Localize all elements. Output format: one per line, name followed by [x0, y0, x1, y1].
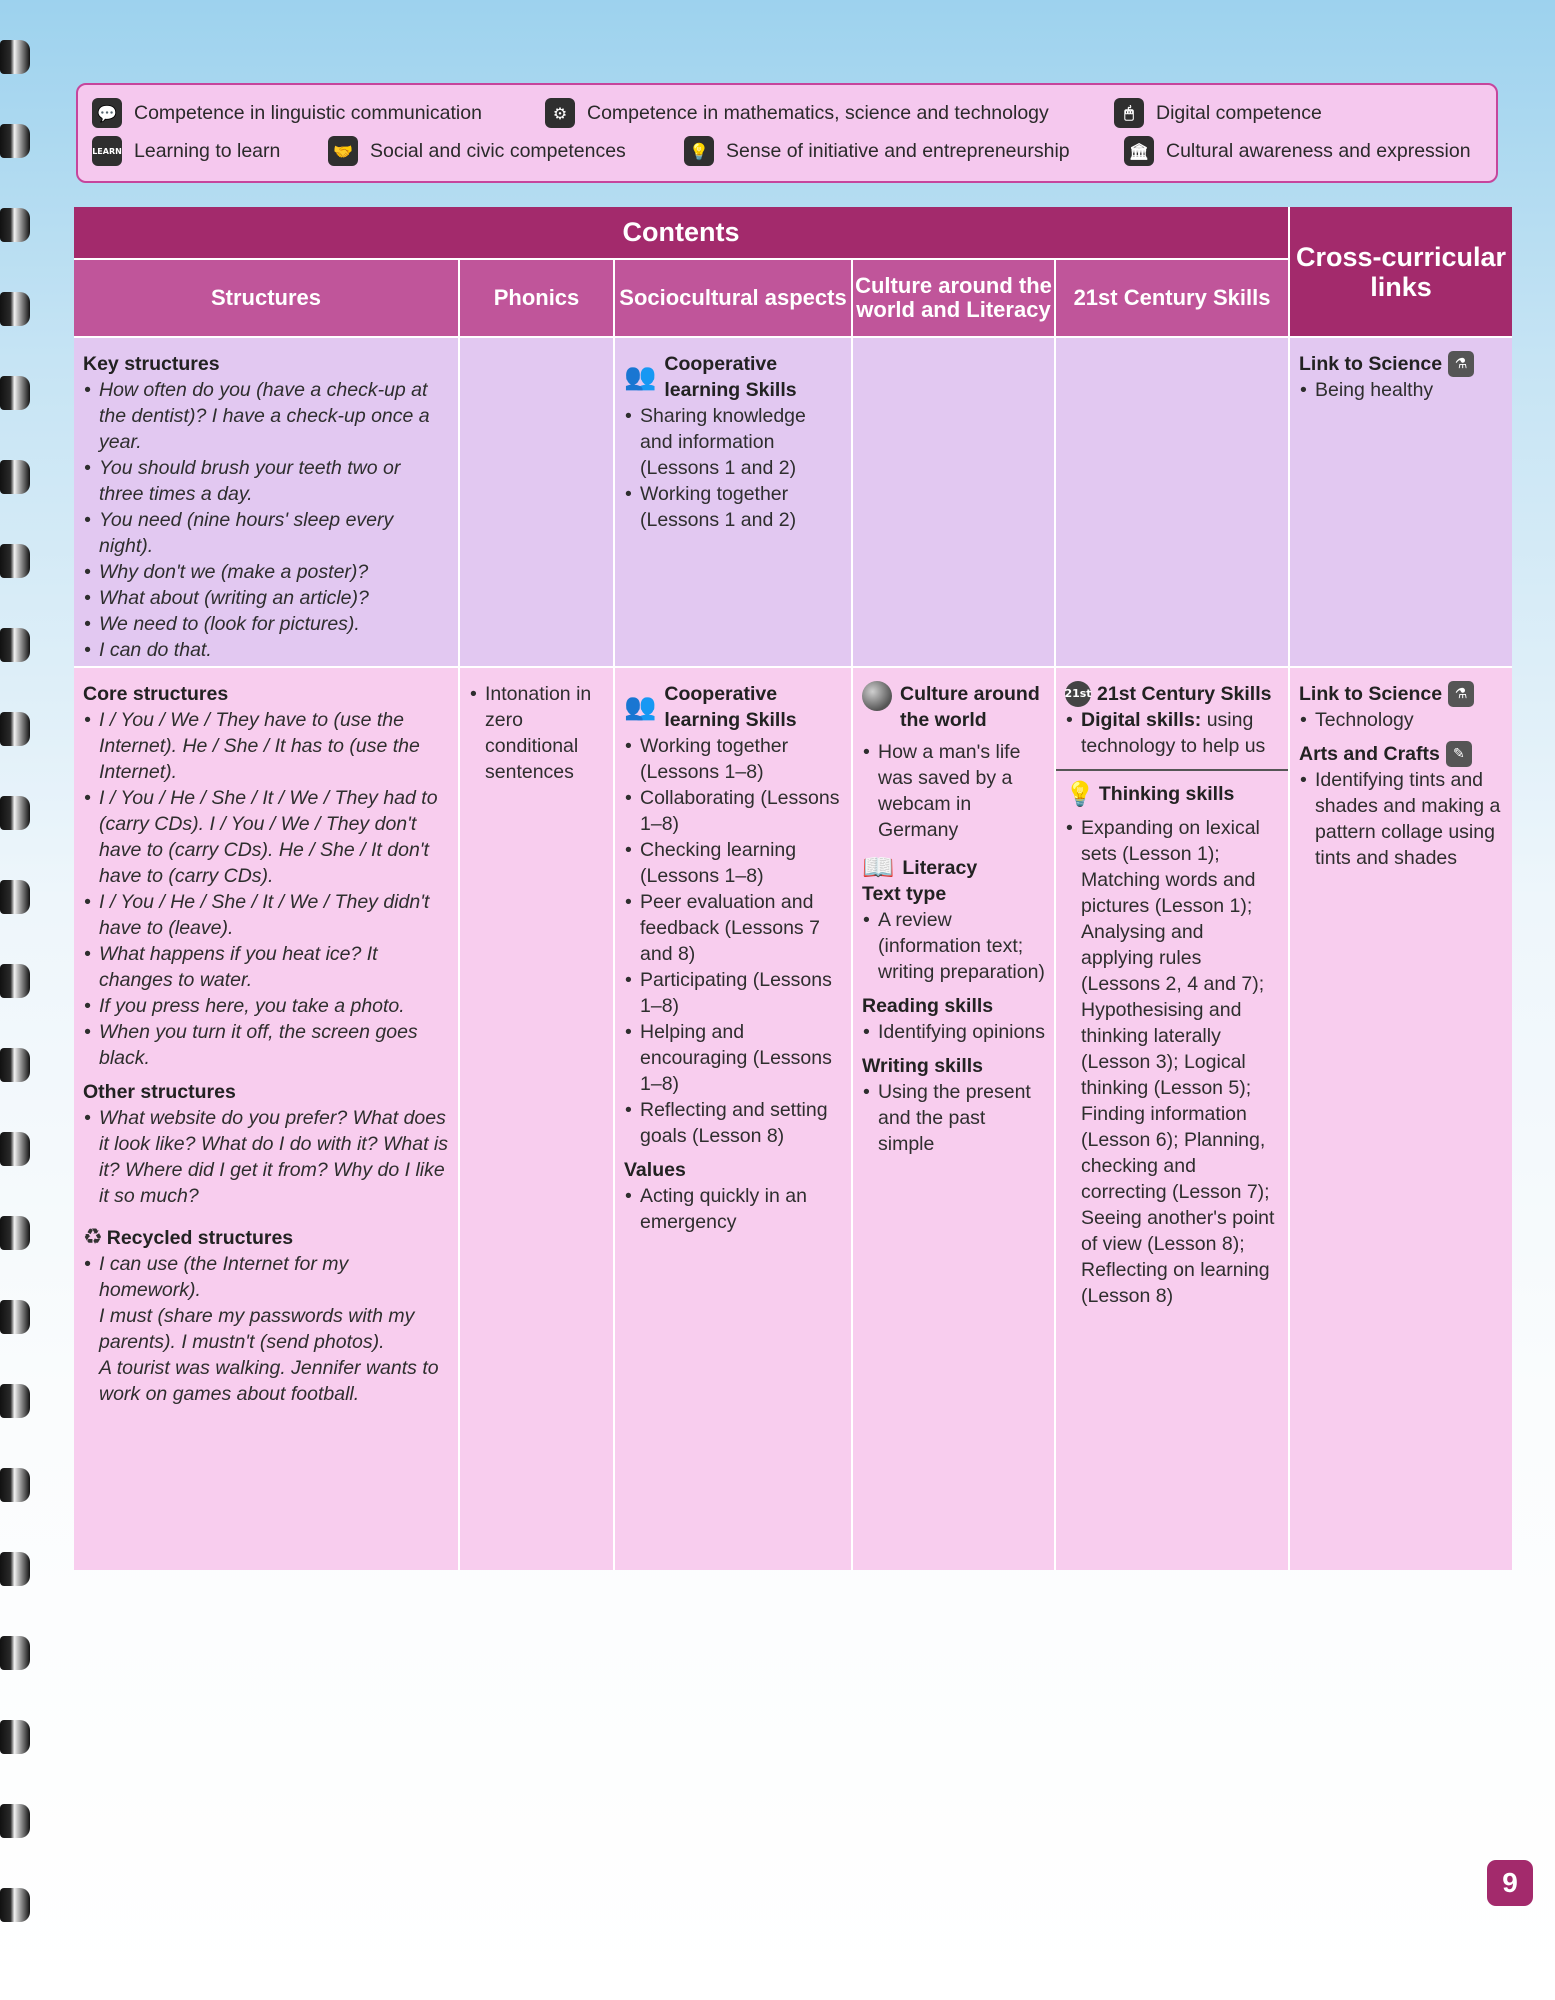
recycled-line: I must (share my passwords with my parents). I mustn't (send photos).	[99, 1305, 415, 1353]
list-item: • We need to (look for pictures).	[83, 611, 449, 637]
reading-skills-heading: Reading skills	[862, 995, 994, 1017]
lightbulb-icon: 💡	[684, 136, 714, 166]
row1-sociocultural-cell	[615, 338, 851, 666]
row1-culture-cell	[853, 338, 1054, 666]
row1-cross-cell	[1290, 338, 1512, 666]
column-header-culture: Culture around the world and Literacy	[853, 260, 1054, 336]
spiral-ring	[0, 124, 30, 158]
museum-icon: 🏛	[1124, 136, 1154, 166]
column-header-21st-century: 21st Century Skills	[1056, 260, 1288, 336]
spiral-ring	[0, 544, 30, 578]
link-to-science-heading: Link to Science ⚗	[1299, 351, 1503, 377]
spiral-ring	[0, 712, 30, 746]
spiral-ring	[0, 1048, 30, 1082]
spiral-ring	[0, 208, 30, 242]
mouse-icon: 🖱	[1114, 98, 1144, 128]
list-item: • Using the present and the past simple	[862, 1079, 1045, 1157]
book-icon: 📖	[862, 853, 895, 883]
list-item: • Collaborating (Lessons 1–8)	[624, 785, 842, 837]
legend-item: 💬 Competence in linguistic communication	[92, 98, 482, 128]
page-number: 9	[1487, 1860, 1533, 1906]
list-item: • I / You / We / They have to (use the Internet). He / She / It has to (use the Internet).	[83, 707, 449, 785]
speech-bubble-icon: 💬	[92, 98, 122, 128]
spiral-binding	[0, 40, 34, 1960]
spiral-ring	[0, 376, 30, 410]
people-icon: 👥	[624, 362, 657, 392]
list-item: • How often do you (have a check-up at the dentist)? I have a check-up once a year.	[83, 377, 449, 455]
list-item: • Peer evaluation and feedback (Lessons 7 and 8)	[624, 889, 842, 967]
21st-century-icon: 21st	[1065, 681, 1091, 707]
row2-culture-cell	[853, 668, 1054, 1570]
thinking-skills-heading: 💡 Thinking skills	[1065, 780, 1235, 808]
core-structures-heading: Core structures	[83, 683, 229, 705]
people-icon: 👥	[624, 692, 657, 722]
legend-item: 🤝 Social and civic competences	[328, 136, 626, 166]
spiral-ring	[0, 1636, 30, 1670]
flask-icon: ⚗	[1448, 681, 1474, 707]
spiral-ring	[0, 1720, 30, 1754]
spiral-ring	[0, 796, 30, 830]
list-item: • I can do that.	[83, 637, 449, 663]
spiral-ring	[0, 964, 30, 998]
spiral-ring	[0, 40, 30, 74]
arts-and-crafts-heading: Arts and Crafts ✎	[1299, 741, 1503, 767]
spiral-ring	[0, 1888, 30, 1922]
list-item: • I / You / He / She / It / We / They didn't have to (leave).	[83, 889, 449, 941]
row2-phonics-cell	[460, 668, 613, 1570]
spiral-ring	[0, 460, 30, 494]
column-header-structures: Structures	[74, 260, 458, 336]
spiral-ring	[0, 1300, 30, 1334]
paintbrush-icon: ✎	[1446, 741, 1472, 767]
list-item: • You should brush your teeth two or three times a day.	[83, 455, 449, 507]
literacy-heading: 📖 Literacy	[862, 853, 978, 883]
list-item: • If you press here, you take a photo.	[83, 993, 449, 1019]
legend-item: LEARN Learning to learn	[92, 136, 280, 166]
flask-icon: ⚗	[1448, 351, 1474, 377]
list-item: • Checking learning (Lessons 1–8)	[624, 837, 842, 889]
competences-legend	[76, 83, 1498, 183]
row1-structures-cell	[74, 338, 458, 666]
legend-item: 💡 Sense of initiative and entrepreneurship	[684, 136, 1070, 166]
spiral-ring	[0, 1468, 30, 1502]
cell-divider	[1056, 769, 1288, 771]
contents-table	[74, 207, 1512, 1570]
recycle-icon: ♻	[83, 1225, 103, 1250]
list-item: • Technology	[1299, 707, 1503, 733]
gears-icon: ⚙	[545, 98, 575, 128]
spiral-ring	[0, 1132, 30, 1166]
globe-icon	[862, 681, 892, 711]
text-type-heading: Text type	[862, 883, 947, 905]
row2-cross-cell	[1290, 668, 1512, 1570]
recycled-line: A tourist was walking. Jennifer wants to work on games about football.	[99, 1357, 439, 1405]
list-item: • When you turn it off, the screen goes black.	[83, 1019, 449, 1071]
list-item: • Expanding on lexical sets (Lesson 1); Matching words and pictures (Lesson 1); Analysing and applying rules (Lessons 2, 4 and 7); Hypothesising and thinking laterally (Lesson 3); Logical thinking (Lesson 5); Finding information (Lesson 6); Planning, checking and correcting (Lesson 7); Seeing another's point of view (Lesson 8); Reflecting on learning (Lesson 8)	[1065, 815, 1279, 1309]
legend-item: ⚙ Competence in mathematics, science and technology	[545, 98, 1049, 128]
cooperative-heading: 👥 Cooperative learning Skills	[624, 353, 797, 401]
list-item: • Sharing knowledge and information (Lessons 1 and 2)	[624, 403, 842, 481]
list-item: • Helping and encouraging (Lessons 1–8)	[624, 1019, 842, 1097]
values-heading: Values	[624, 1159, 686, 1181]
list-item: • How a man's life was saved by a webcam in Germany	[862, 739, 1045, 843]
spiral-ring	[0, 1552, 30, 1586]
column-header-sociocultural: Sociocultural aspects	[615, 260, 851, 336]
cross-curricular-header: Cross-curricular links	[1290, 207, 1512, 336]
list-item: • Being healthy	[1299, 377, 1503, 403]
link-to-science-heading: Link to Science ⚗	[1299, 681, 1503, 707]
21st-century-heading: 21st 21st Century Skills	[1064, 683, 1272, 705]
list-item: • I / You / He / She / It / We / They had to (carry CDs). I / You / We / They don't have to (carry CDs). He / She / It don't have to (carry CDs).	[83, 785, 449, 889]
writing-skills-heading: Writing skills	[862, 1055, 983, 1077]
list-item: • Working together (Lessons 1 and 2)	[624, 481, 842, 533]
lightbulb-icon: 💡	[1065, 780, 1095, 808]
row1-skills-cell	[1056, 338, 1288, 666]
legend-item: 🖱 Digital competence	[1114, 98, 1322, 128]
list-item: • Identifying opinions	[862, 1019, 1045, 1045]
list-item: • What about (writing an article)?	[83, 585, 449, 611]
spiral-ring	[0, 628, 30, 662]
list-item: • Reflecting and setting goals (Lesson 8)	[624, 1097, 842, 1149]
list-item: • Digital skills: using technology to help us	[1065, 707, 1279, 759]
contents-header: Contents	[74, 207, 1288, 258]
spiral-ring	[0, 1384, 30, 1418]
other-structures-heading: Other structures	[83, 1081, 236, 1103]
cooperative-heading: 👥 Cooperative learning Skills	[624, 683, 797, 731]
list-item: • What happens if you heat ice? It changes to water.	[83, 941, 449, 993]
list-item: • Working together (Lessons 1–8)	[624, 733, 842, 785]
spiral-ring	[0, 292, 30, 326]
list-item: • You need (nine hours' sleep every night).	[83, 507, 449, 559]
row2-structures-cell	[74, 668, 458, 1570]
handshake-icon: 🤝	[328, 136, 358, 166]
list-item: • Participating (Lessons 1–8)	[624, 967, 842, 1019]
key-structures-heading: Key structures	[83, 353, 220, 375]
legend-item: 🏛 Cultural awareness and expression	[1124, 136, 1471, 166]
recycled-structures-heading: ♻ Recycled structures	[83, 1225, 294, 1250]
list-item: • A review (information text; writing preparation)	[862, 907, 1045, 985]
list-item: • Intonation in zero conditional sentences	[469, 681, 604, 785]
column-header-phonics: Phonics	[460, 260, 613, 336]
spiral-ring	[0, 1216, 30, 1250]
list-item: • Identifying tints and shades and making a pattern collage using tints and shades	[1299, 767, 1503, 871]
row2-skills-cell	[1056, 668, 1288, 1570]
spiral-ring	[0, 880, 30, 914]
culture-heading: Culture around the world	[862, 681, 1045, 733]
row1-phonics-cell	[460, 338, 613, 666]
list-item: • What website do you prefer? What does it look like? What do I do with it? What is it? Where did I get it from? Why do I like it so much?	[83, 1105, 449, 1209]
list-item: • I can use (the Internet for my homework).	[83, 1251, 449, 1303]
row2-sociocultural-cell	[615, 668, 851, 1570]
spiral-ring	[0, 1804, 30, 1838]
list-item: • Why don't we (make a poster)?	[83, 559, 449, 585]
list-item: • Acting quickly in an emergency	[624, 1183, 842, 1235]
learn-icon: LEARN	[92, 136, 122, 166]
